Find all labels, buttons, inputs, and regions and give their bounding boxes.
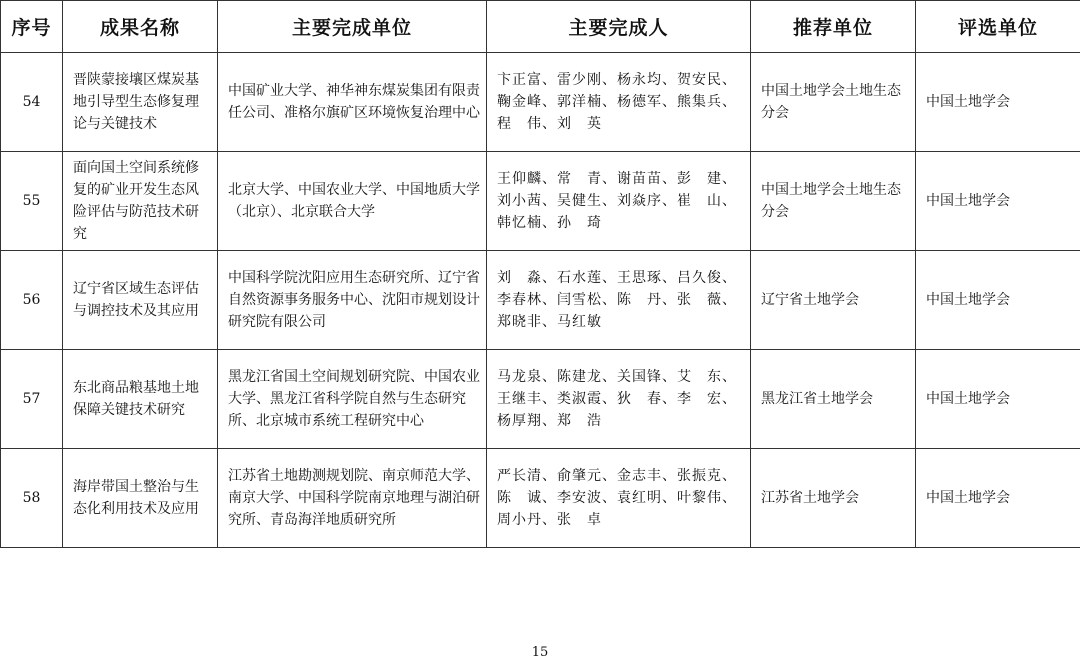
cell-units: 中国矿业大学、神华神东煤炭集团有限责任公司、准格尔旗矿区环境恢复治理中心 (218, 53, 487, 152)
cell-seq: 55 (1, 152, 63, 251)
cell-units: 江苏省土地勘测规划院、南京师范大学、南京大学、中国科学院南京地理与湖泊研究所、青岛海洋地质研究所 (218, 449, 487, 548)
table-row (1, 350, 1080, 449)
header-units: 主要完成单位 (218, 1, 487, 53)
cell-units: 中国科学院沈阳应用生态研究所、辽宁省自然资源事务服务中心、沈阳市规划设计研究院有限公司 (218, 251, 487, 350)
cell-selector: 中国土地学会 (916, 152, 1080, 251)
cell-selector: 中国土地学会 (916, 350, 1080, 449)
cell-name: 面向国土空间系统修复的矿业开发生态风险评估与防范技术研究 (63, 152, 218, 251)
cell-recommender: 黑龙江省土地学会 (751, 350, 916, 449)
header-row (1, 1, 1080, 53)
cell-recommender: 辽宁省土地学会 (751, 251, 916, 350)
cell-selector: 中国土地学会 (916, 449, 1080, 548)
cell-name: 东北商品粮基地土地保障关键技术研究 (63, 350, 218, 449)
cell-people: 严长清、俞肇元、金志丰、张振克、陈 诚、李安波、袁红明、叶黎伟、周小丹、张 卓 (487, 449, 751, 548)
cell-units: 北京大学、中国农业大学、中国地质大学（北京）、北京联合大学 (218, 152, 487, 251)
header-people: 主要完成人 (487, 1, 751, 53)
cell-people: 王仰麟、常 青、谢苗苗、彭 建、刘小茜、吴健生、刘焱序、崔 山、韩忆楠、孙 琦 (487, 152, 751, 251)
cell-people: 马龙泉、陈建龙、关国锋、艾 东、王继丰、类淑霞、狄 春、李 宏、杨厚翔、郑 浩 (487, 350, 751, 449)
header-name: 成果名称 (63, 1, 218, 53)
cell-selector: 中国土地学会 (916, 251, 1080, 350)
cell-units: 黑龙江省国土空间规划研究院、中国农业大学、黑龙江省科学院自然与生态研究所、北京城市系统工程研究中心 (218, 350, 487, 449)
cell-people: 卞正富、雷少刚、杨永均、贺安民、鞠金峰、郭洋楠、杨德军、熊集兵、程 伟、刘 英 (487, 53, 751, 152)
cell-seq: 58 (1, 449, 63, 548)
cell-seq: 54 (1, 53, 63, 152)
cell-name: 晋陕蒙接壤区煤炭基地引导型生态修复理论与关键技术 (63, 53, 218, 152)
table-row (1, 152, 1080, 251)
cell-recommender: 江苏省土地学会 (751, 449, 916, 548)
cell-people: 刘 淼、石水莲、王思琢、吕久俊、李春林、闫雪松、陈 丹、张 薇、郑晓非、马红敏 (487, 251, 751, 350)
cell-name: 海岸带国土整治与生态化利用技术及应用 (63, 449, 218, 548)
header-recommender: 推荐单位 (751, 1, 916, 53)
table-row (1, 53, 1080, 152)
cell-seq: 56 (1, 251, 63, 350)
cell-recommender: 中国土地学会土地生态分会 (751, 53, 916, 152)
cell-seq: 57 (1, 350, 63, 449)
header-selector: 评选单位 (916, 1, 1080, 53)
page-number: 15 (531, 645, 549, 660)
table-row (1, 449, 1080, 548)
cell-selector: 中国土地学会 (916, 53, 1080, 152)
cell-name: 辽宁省区域生态评估与调控技术及其应用 (63, 251, 218, 350)
header-seq: 序号 (1, 1, 63, 53)
cell-recommender: 中国土地学会土地生态分会 (751, 152, 916, 251)
table-row (1, 251, 1080, 350)
